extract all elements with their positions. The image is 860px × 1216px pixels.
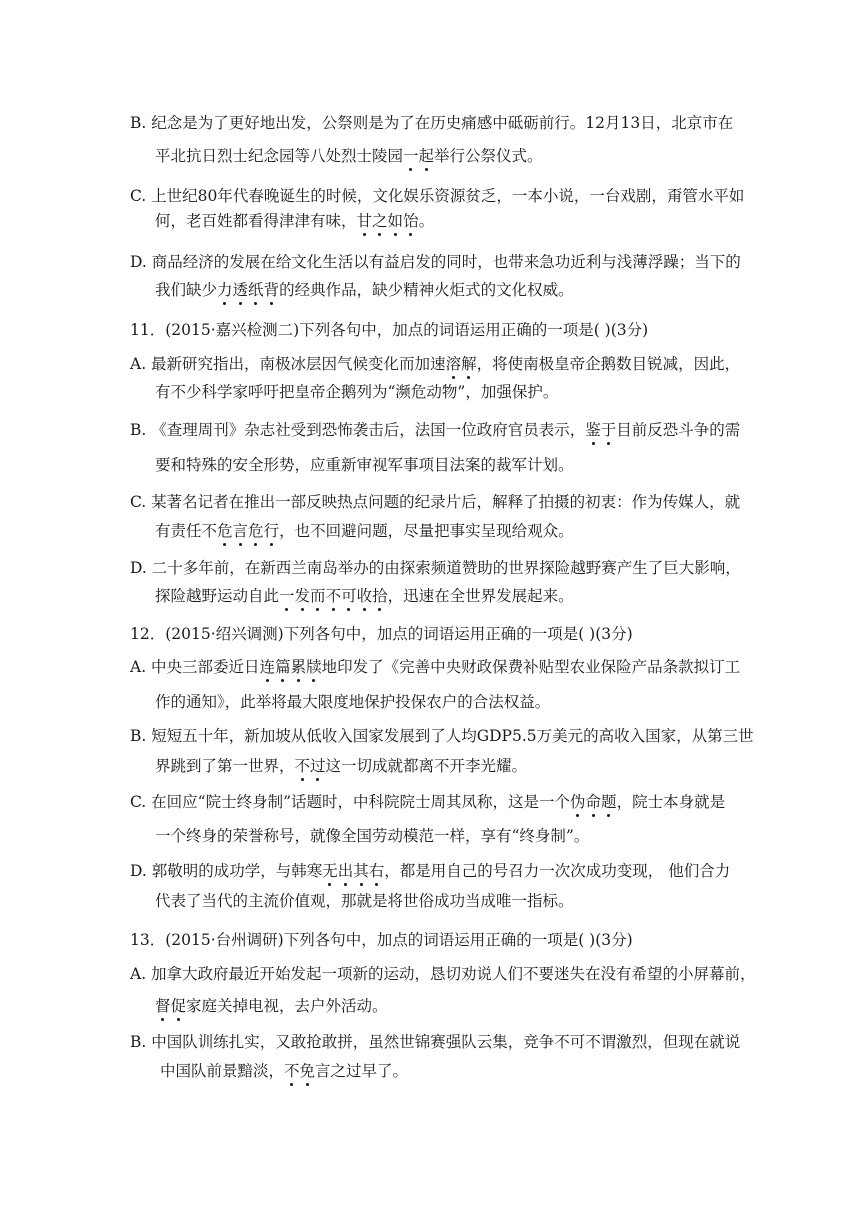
text-run: A. 最新研究指出，南极冰层因气候变化而加速: [130, 355, 446, 373]
text-line: [130, 186, 744, 206]
emphasis-dot-char: 鉴: [585, 421, 601, 439]
text-line: [130, 354, 740, 374]
emphasis-dot-char: 危: [217, 522, 233, 540]
emphasis-dot-char: 言: [232, 522, 249, 540]
emphasized-phrase: [585, 421, 616, 439]
emphasis-dot-char: 行: [263, 522, 280, 540]
emphasis-dot-char: 过: [310, 757, 326, 775]
emphasis-dot-char: 命: [585, 793, 602, 811]
text-run: A. 加拿大政府最近开始发起一项新的运动，恳切劝说人们不要迷失在没有希望的小屏幕前，: [130, 965, 756, 983]
text-run: 地印发了《完善中央财政保费补贴型农业保险产品条款拟订工: [321, 658, 741, 676]
text-run: 。: [418, 212, 435, 230]
text-run: ，都是用自己的号召力一次次成功变现， 他们合力: [384, 862, 731, 880]
text-line: [155, 586, 574, 606]
text-run: 有不少科学家呼吁把皇帝企鹅列为“濒危动物”，加强保护。: [155, 383, 559, 401]
text-line: [130, 420, 740, 440]
text-line: [155, 382, 558, 402]
text-line: [130, 252, 741, 272]
emphasis-dot-char: 出: [337, 862, 354, 880]
emphasis-dot-char: 力: [217, 281, 233, 299]
text-line: [160, 1061, 408, 1081]
emphasis-dot-char: 督: [155, 997, 171, 1015]
text-run: A. 中央三部委近日: [130, 658, 260, 676]
emphasis-dot-char: 题: [601, 793, 617, 811]
emphasized-phrase: [403, 147, 434, 165]
emphasis-dot-char: 背: [263, 281, 280, 299]
text-line: [155, 826, 589, 846]
text-line: [155, 146, 543, 166]
emphasis-dot-char: 饴: [403, 212, 419, 230]
text-line: [130, 320, 648, 340]
emphasis-dot-char: 之: [372, 212, 388, 230]
emphasis-dot-char: 危: [248, 522, 264, 540]
text-run: 一个终身的荣誉称号，就像全国劳动模范一样，享有“终身制”。: [155, 827, 590, 845]
text-line: [130, 930, 633, 950]
text-run: 中国队前景黯淡，: [160, 1062, 285, 1080]
text-line: [130, 558, 741, 578]
emphasis-dot-char: 收: [356, 587, 373, 605]
text-run: D. 二十多年前，在新西兰南岛举办的由探索频道赞助的世界探险越野赛产生了巨大影响，: [130, 559, 741, 577]
emphasis-dot-char: 免: [299, 1062, 316, 1080]
emphasis-dot-char: 溶: [445, 355, 462, 373]
text-line: [130, 726, 754, 746]
text-run: ，迅速在全世界发展起来。: [387, 587, 574, 605]
text-run: 有责任不: [155, 522, 218, 540]
text-run: 要和特殊的安全形势，应重新审视军事项目法案的裁军计划。: [155, 456, 574, 474]
emphasis-dot-char: 不: [284, 1062, 300, 1080]
text-run: 12．(2015·绍兴调测)下列各句中，加点的词语运用正确的一项是( )(3分): [130, 625, 633, 643]
emphasis-dot-char: 无: [322, 862, 338, 880]
text-run: 探险越野运动自此: [155, 587, 280, 605]
text-run: 的经典作品，缺少精神火炬式的文化权威。: [279, 281, 574, 299]
text-run: C. 上世纪80年代春晚诞生的时候，文化娱乐资源贫乏，一本小说，一台戏剧，甭管水平如: [130, 187, 745, 205]
text-run: 代表了当代的主流价值观，那就是将世俗成功当成唯一指标。: [155, 892, 574, 910]
text-run: ，将使南极皇帝企鹅数目锐减，因此，: [476, 355, 741, 373]
emphasis-dot-char: 解: [461, 355, 477, 373]
text-run: 举行公祭仪式。: [434, 147, 543, 165]
text-line: [130, 113, 733, 133]
emphasized-phrase: [570, 793, 617, 811]
text-run: 平北抗日烈士纪念园等八处烈士陵园: [155, 147, 404, 165]
text-run: 作的通知》，此举将最大限度地保护投保农户的合法权益。: [155, 693, 551, 711]
text-line: [130, 1032, 740, 1052]
emphasized-phrase: [357, 212, 419, 230]
emphasized-phrase: [217, 281, 279, 299]
emphasized-phrase: [260, 658, 322, 676]
text-line: [155, 455, 574, 475]
text-run: 家庭关掉电视，去户外活动。: [186, 997, 388, 1015]
text-run: 何，老百姓都看得津津有味，: [155, 212, 357, 230]
emphasis-dot-char: 伪: [570, 793, 586, 811]
text-run: 目前反恐斗争的需: [616, 421, 741, 439]
text-line: [155, 211, 434, 231]
emphasis-dot-char: 不: [325, 587, 342, 605]
emphasized-phrase: [284, 1062, 315, 1080]
emphasis-dot-char: 右: [368, 862, 385, 880]
text-line: [130, 624, 633, 644]
emphasized-phrase: [322, 862, 384, 880]
emphasis-dot-char: 促: [170, 997, 187, 1015]
emphasized-phrase: [217, 522, 279, 540]
emphasis-dot-char: 起: [418, 147, 435, 165]
emphasis-dot-char: 甘: [356, 212, 373, 230]
emphasis-dot-char: 连: [259, 658, 276, 676]
text-run: 界跳到了第一世界，: [155, 757, 295, 775]
text-run: D. 商品经济的发展在给文化生活以有益启发的同时，也带来急功近利与浅薄浮躁；当下的: [130, 253, 741, 271]
emphasis-dot-char: 牍: [306, 658, 322, 676]
text-run: 13．(2015·台州调研)下列各句中，加点的词语运用正确的一项是( )(3分): [130, 931, 633, 949]
emphasis-dot-char: 而: [310, 587, 326, 605]
text-run: C. 在回应“院士终身制”话题时，中科院院士周其凤称，这是一个: [130, 793, 571, 811]
emphasis-dot-char: 如: [387, 212, 404, 230]
text-line: [155, 280, 574, 300]
emphasis-dot-char: 可: [341, 587, 357, 605]
text-run: 我们缺少: [155, 281, 218, 299]
emphasis-dot-char: 累: [290, 658, 307, 676]
emphasis-dot-char: 拾: [372, 587, 388, 605]
text-line: [155, 692, 550, 712]
emphasis-dot-char: 透: [232, 281, 249, 299]
emphasis-dot-char: 一: [279, 587, 295, 605]
emphasis-dot-char: 发: [294, 587, 311, 605]
emphasis-dot-char: 一: [403, 147, 419, 165]
emphasis-dot-char: 于: [600, 421, 617, 439]
emphasis-dot-char: 不: [294, 757, 311, 775]
emphasized-phrase: [279, 587, 388, 605]
text-line: [130, 792, 725, 812]
text-line: [130, 492, 740, 512]
text-run: 这一切成就都离不开李光耀。: [325, 757, 528, 775]
emphasized-phrase: [446, 355, 477, 373]
text-line: [155, 996, 388, 1016]
text-run: C. 某著名记者在推出一部反映热点问题的纪录片后，解释了拍摄的初衷：作为传媒人，就: [130, 493, 741, 511]
text-run: ，也不回避问题，尽量把事实呈现给观众。: [279, 522, 574, 540]
text-run: B. 中国队训练扎实，又敢抢敢拼，虽然世锦赛强队云集，竞争不可不谓激烈，但现在就说: [130, 1033, 741, 1051]
text-run: B. 纪念是为了更好地出发，公祭则是为了在历史痛感中砥砺前行。12月13日，北京市在: [130, 114, 734, 132]
text-run: 11．(2015·嘉兴检测二)下列各句中，加点的词语运用正确的一项是( )(3分): [130, 321, 649, 339]
text-line: [155, 891, 574, 911]
text-run: D. 郭敬明的成功学，与韩寒: [130, 862, 323, 880]
text-run: ，院士本身就是: [616, 793, 726, 811]
text-line: [130, 657, 740, 677]
text-line: [155, 521, 574, 541]
emphasis-dot-char: 篇: [275, 658, 291, 676]
emphasized-phrase: [155, 997, 186, 1015]
text-line: [155, 756, 527, 776]
text-run: B. 《查理周刊》杂志社受到恐怖袭击后，法国一位政府官员表示，: [130, 421, 586, 439]
emphasized-phrase: [295, 757, 326, 775]
emphasis-dot-char: 其: [353, 862, 369, 880]
emphasis-dot-char: 纸: [248, 281, 264, 299]
text-line: [130, 964, 756, 984]
text-run: B. 短短五十年，新加坡从低收入国家发展到了人均GDP5.5万美元的高收入国家，从第三世: [130, 727, 754, 745]
text-line: [130, 861, 730, 881]
text-run: 言之过早了。: [315, 1062, 409, 1080]
